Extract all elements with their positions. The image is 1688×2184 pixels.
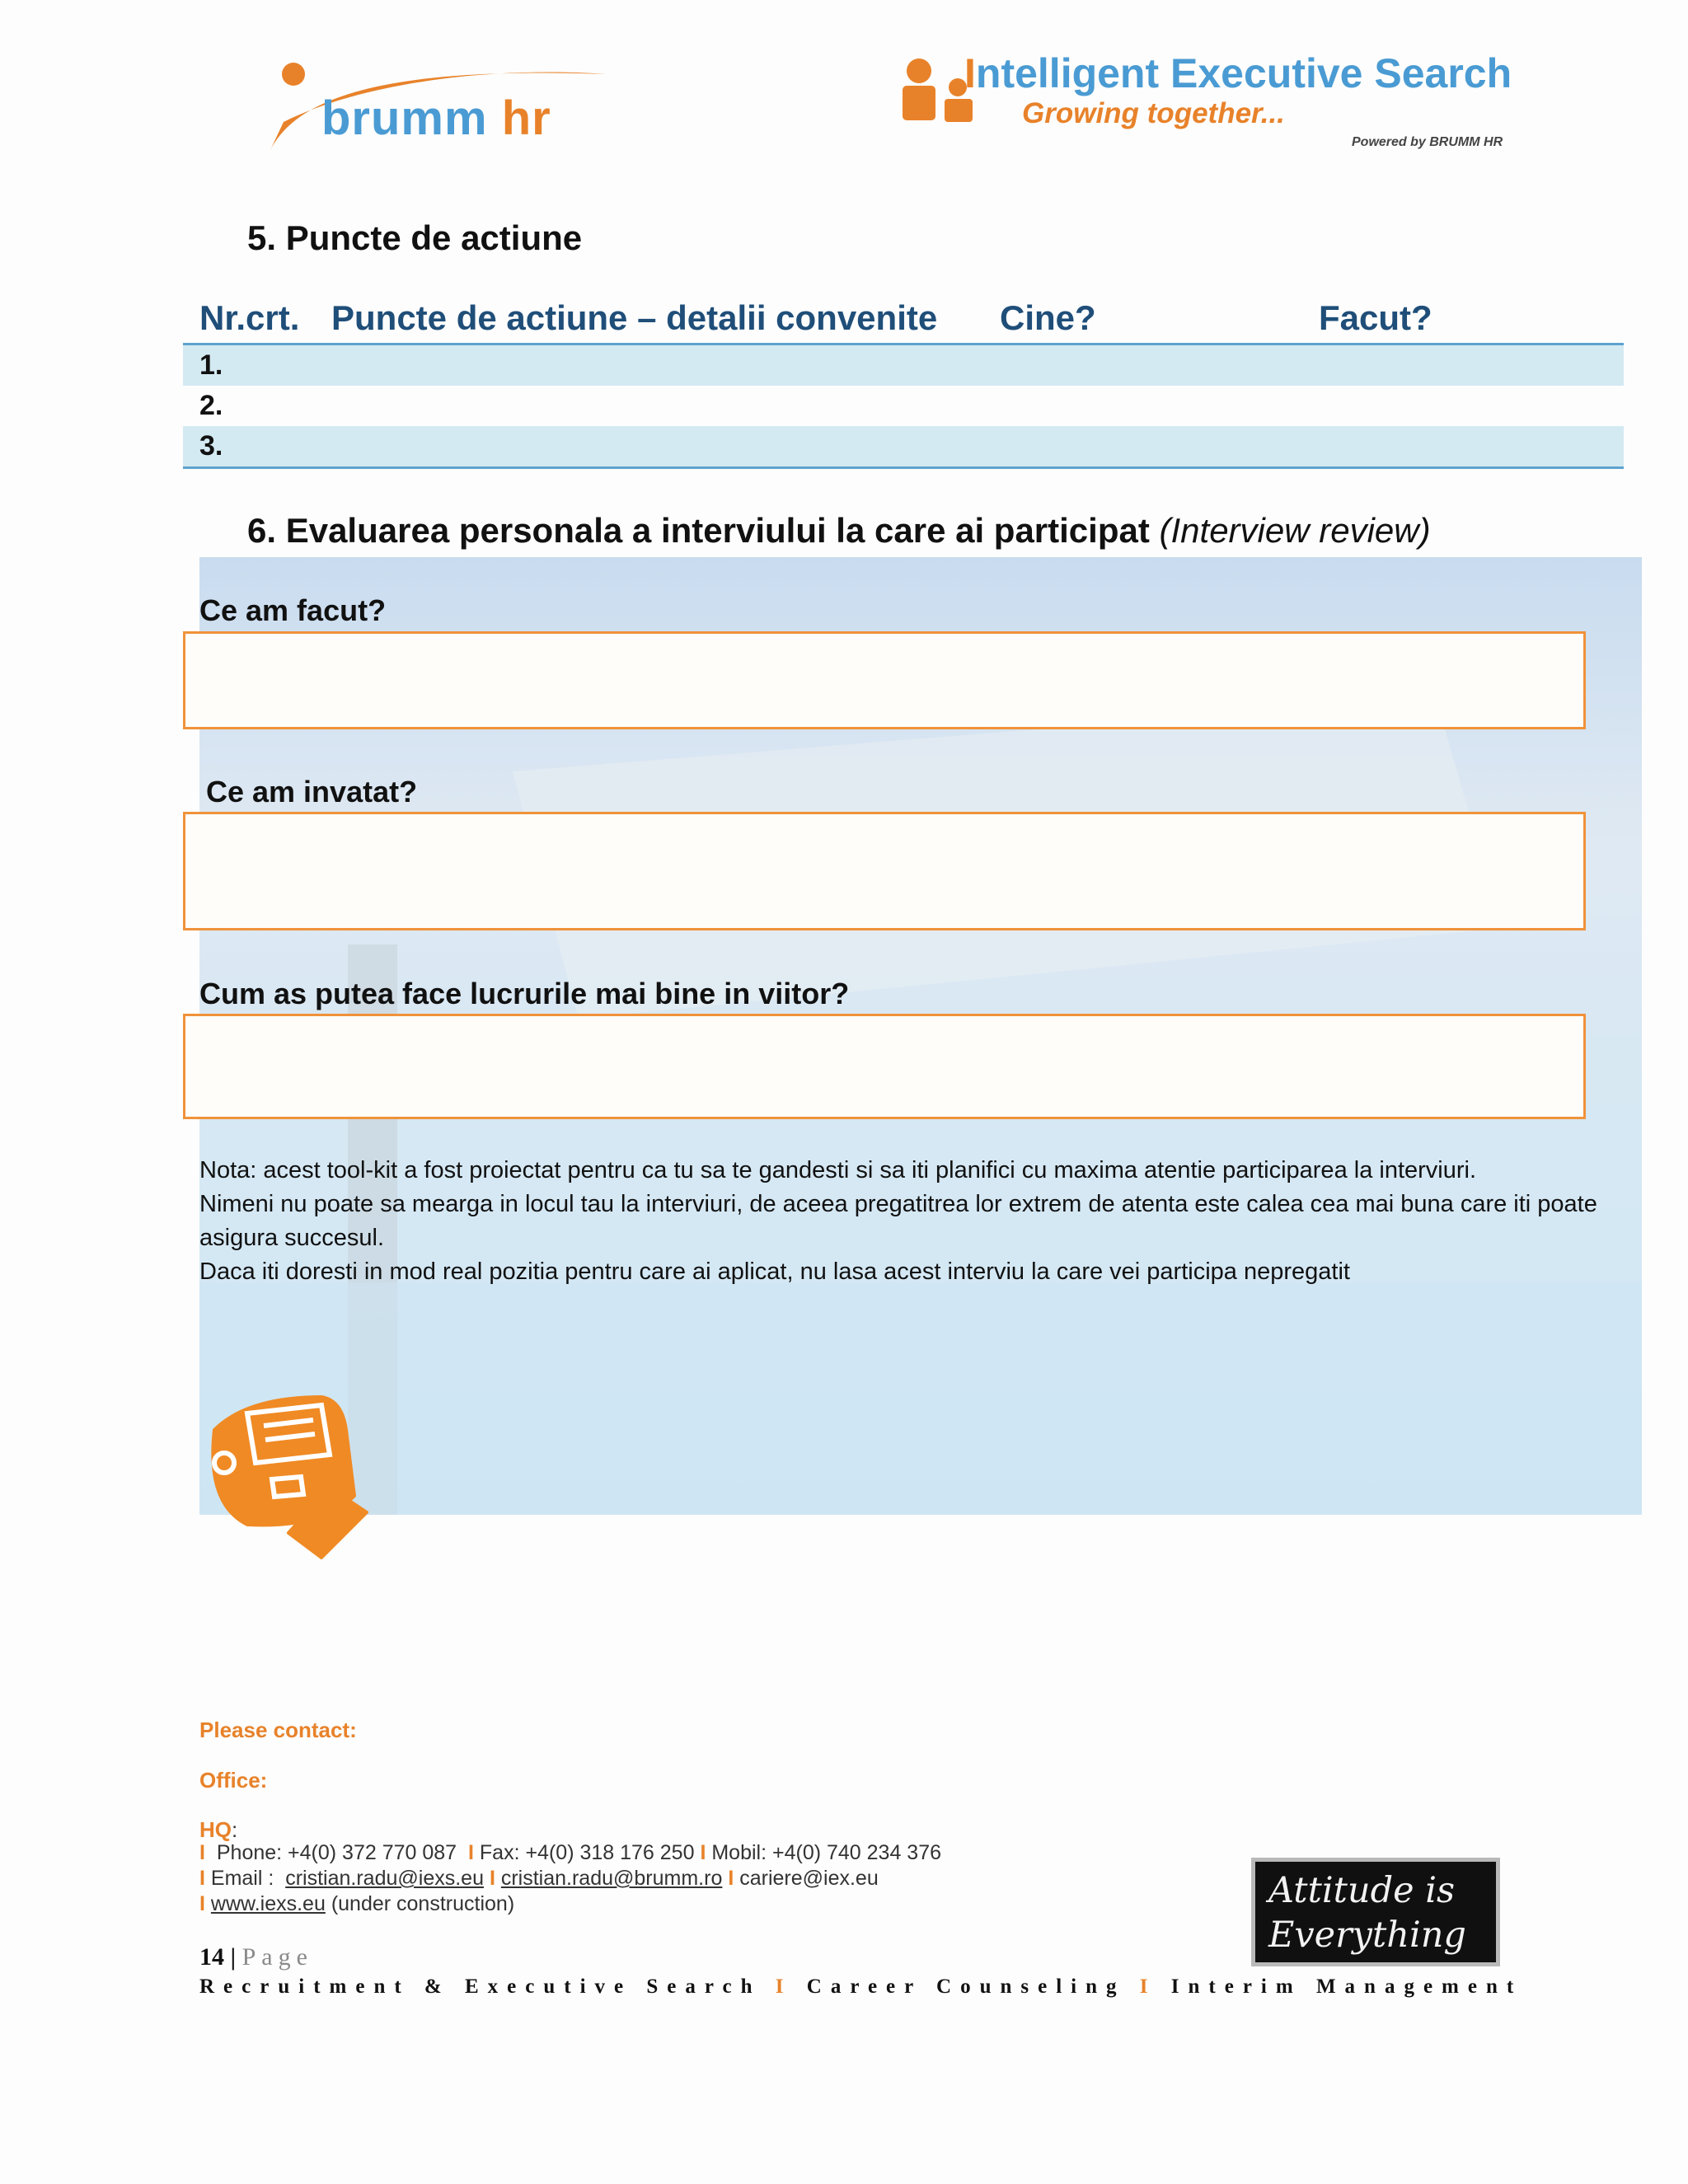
iexs-tagline: Growing together... — [1022, 97, 1285, 129]
footer-services: Recruitment & Executive Search I Career Counseling I Interim Management — [199, 1975, 1523, 1998]
mobile: Mobil: +4(0) 740 234 376 — [711, 1841, 942, 1864]
col-done-header: Facut? — [1319, 298, 1432, 337]
hq-label: HQ: — [199, 1817, 238, 1842]
question-improve: Cum as putea face lucrurile mai bine in viitor? — [199, 977, 850, 1010]
website-link[interactable]: www.iexs.eu — [210, 1892, 326, 1915]
question-what-did: Ce am facut? — [199, 593, 387, 627]
table-bottom-rule — [183, 466, 1624, 469]
phone: Phone: +4(0) 372 770 087 — [216, 1841, 457, 1864]
section5-title: 5. Puncte de actiune — [247, 218, 583, 257]
fax: Fax: +4(0) 318 176 250 — [479, 1841, 695, 1864]
email-careers: cariere@iex.eu — [739, 1867, 879, 1890]
page-number: 14 | Page — [199, 1943, 313, 1971]
email-link-brumm[interactable]: cristian.radu@brumm.ro — [500, 1867, 723, 1890]
table-row: 2. — [199, 390, 223, 421]
brumm-hr-wordmark: brumm hr — [321, 91, 551, 145]
note-text: Nota: acest tool-kit a fost proiectat pentru ca tu sa te gandesti si sa iti planifici cu maxima atentie participarea la interviuri. Nimeni nu poate sa mearga in locul tau la interviuri, de aceea pregatitrea lor extrem de atenta este calea cea mai buna care iti poate asigura succesul. Daca iti doresti in mod real pozitia pentru care ai aplicat, nu lasa acest interviu la care vei participa nepregatit — [199, 1157, 1597, 1285]
question-what-learned: Ce am invatat? — [206, 775, 418, 808]
web-line: I www.iexs.eu (under construction) — [199, 1892, 515, 1915]
answer-box-what-learned[interactable] — [183, 812, 1586, 930]
table-row: 1. — [183, 345, 1624, 386]
attitude-badge: Attitude is Everything — [1251, 1858, 1500, 1966]
col-nr-header: Nr.crt. — [199, 298, 300, 337]
table-row: 3. — [183, 426, 1624, 466]
section6-title: 6. Evaluarea personala a interviului la care ai participat (Interview review) — [247, 511, 1431, 550]
fax-machine-icon — [198, 1380, 371, 1562]
col-who-header: Cine? — [1000, 298, 1096, 337]
office-label: Office: — [199, 1768, 268, 1793]
answer-box-what-did[interactable] — [183, 631, 1586, 729]
col-details-header: Puncte de actiune – detalii convenite — [331, 298, 938, 337]
email-link-iexs[interactable]: cristian.radu@iexs.eu — [285, 1867, 484, 1890]
email-line: I Email : cristian.radu@iexs.eu I cristian.radu@brumm.ro I cariere@iex.eu — [199, 1867, 879, 1890]
phone-line: I Phone: +4(0) 372 770 087 I Fax: +4(0) 318 176 250 I Mobil: +4(0) 740 234 376 — [199, 1841, 942, 1864]
powered-by: Powered by BRUMM HR — [1352, 135, 1503, 149]
iexs-title: Intelligent Executive Search — [964, 50, 1512, 96]
please-contact-label: Please contact: — [199, 1718, 357, 1742]
answer-box-improve[interactable] — [183, 1014, 1586, 1119]
